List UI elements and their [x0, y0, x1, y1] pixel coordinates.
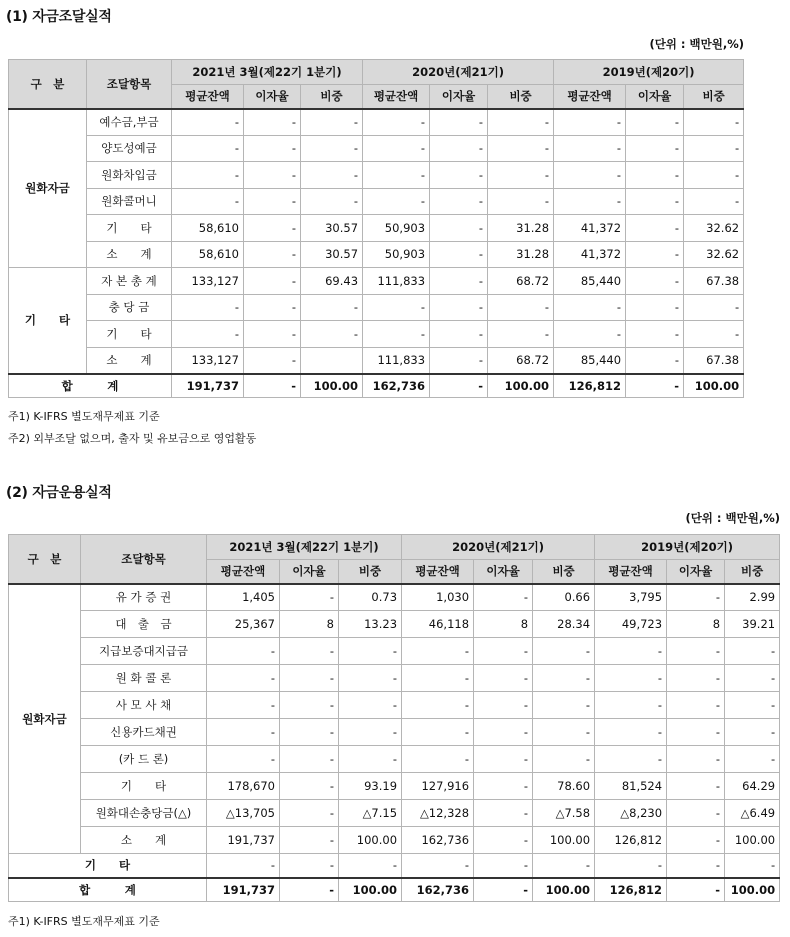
- section2-unit: (단위 : 백만원,%): [685, 511, 780, 525]
- value-cell: -: [595, 692, 667, 719]
- header-period: 2019년(제20기): [595, 535, 780, 560]
- value-cell: 126,812: [595, 827, 667, 854]
- value-cell: 32.62: [684, 241, 744, 268]
- value-cell: △12,328: [402, 800, 474, 827]
- value-cell: -: [244, 294, 301, 321]
- section1-unit: (단위 : 백만원,%): [649, 37, 744, 51]
- value-cell: -: [280, 665, 339, 692]
- value-cell: -: [207, 854, 280, 878]
- row-label: 충 당 금: [87, 294, 172, 321]
- value-cell: -: [172, 294, 244, 321]
- value-cell: 100.00: [533, 878, 595, 902]
- value-cell: 191,737: [172, 374, 244, 398]
- value-cell: -: [474, 773, 533, 800]
- value-cell: -: [172, 109, 244, 136]
- value-cell: -: [595, 719, 667, 746]
- value-cell: -: [430, 321, 488, 348]
- value-cell: 100.00: [301, 374, 363, 398]
- subheader-cell: 평균잔액: [207, 560, 280, 584]
- value-cell: 8: [474, 611, 533, 638]
- value-cell: -: [430, 347, 488, 374]
- value-cell: -: [667, 584, 725, 611]
- table-row: [9, 321, 744, 348]
- value-cell: -: [667, 800, 725, 827]
- subheader-cell: 이자율: [626, 85, 684, 109]
- value-cell: 28.34: [533, 611, 595, 638]
- value-cell: -: [172, 162, 244, 189]
- row-label: 자 본 총 계: [87, 268, 172, 295]
- value-cell: 68.72: [488, 268, 554, 295]
- row-label: 원화대손충당금(△): [81, 800, 207, 827]
- row-label: 소 계: [81, 827, 207, 854]
- value-cell: 41,372: [554, 241, 626, 268]
- table-row: [9, 746, 780, 773]
- other-label: 기 타: [9, 854, 207, 878]
- value-cell: -: [667, 638, 725, 665]
- value-cell: △13,705: [207, 800, 280, 827]
- value-cell: 0.66: [533, 584, 595, 611]
- header-item: 조달항목: [87, 60, 172, 109]
- value-cell: -: [402, 719, 474, 746]
- value-cell: -: [474, 638, 533, 665]
- row-label: 원 화 콜 론: [81, 665, 207, 692]
- subheader-cell: 이자율: [280, 560, 339, 584]
- value-cell: -: [244, 374, 301, 398]
- value-cell: △8,230: [595, 800, 667, 827]
- value-cell: -: [684, 321, 744, 348]
- subheader-cell: 평균잔액: [402, 560, 474, 584]
- value-cell: -: [207, 746, 280, 773]
- value-cell: -: [595, 665, 667, 692]
- value-cell: -: [430, 135, 488, 162]
- value-cell: -: [554, 109, 626, 136]
- value-cell: -: [280, 692, 339, 719]
- value-cell: 191,737: [207, 827, 280, 854]
- value-cell: 100.00: [725, 827, 780, 854]
- total-label: 합 계: [9, 878, 207, 902]
- value-cell: -: [626, 109, 684, 136]
- value-cell: -: [684, 135, 744, 162]
- value-cell: -: [667, 746, 725, 773]
- table-row: [9, 719, 780, 746]
- row-label: 기 타: [81, 773, 207, 800]
- table-row: [9, 347, 744, 374]
- table-row: [9, 800, 780, 827]
- value-cell: -: [474, 719, 533, 746]
- value-cell: -: [363, 294, 430, 321]
- value-cell: 100.00: [684, 374, 744, 398]
- table-row: [9, 294, 744, 321]
- value-cell: -: [280, 827, 339, 854]
- value-cell: -: [280, 719, 339, 746]
- value-cell: -: [244, 321, 301, 348]
- value-cell: -: [725, 692, 780, 719]
- value-cell: -: [626, 188, 684, 215]
- value-cell: -: [244, 162, 301, 189]
- value-cell: -: [667, 827, 725, 854]
- value-cell: [301, 347, 363, 374]
- header-period: 2021년 3월(제22기 1분기): [207, 535, 402, 560]
- value-cell: -: [244, 268, 301, 295]
- value-cell: -: [667, 692, 725, 719]
- value-cell: -: [244, 347, 301, 374]
- value-cell: -: [430, 188, 488, 215]
- table-row: [9, 638, 780, 665]
- value-cell: -: [207, 692, 280, 719]
- value-cell: -: [339, 719, 402, 746]
- value-cell: -: [554, 135, 626, 162]
- value-cell: -: [488, 135, 554, 162]
- value-cell: 1,405: [207, 584, 280, 611]
- value-cell: -: [301, 109, 363, 136]
- value-cell: 126,812: [595, 878, 667, 902]
- value-cell: -: [402, 746, 474, 773]
- value-cell: -: [667, 665, 725, 692]
- subheader-cell: 평균잔액: [172, 85, 244, 109]
- subheader-cell: 평균잔액: [554, 85, 626, 109]
- value-cell: -: [474, 800, 533, 827]
- value-cell: -: [339, 746, 402, 773]
- value-cell: 162,736: [402, 878, 474, 902]
- row-label: 기 타: [87, 321, 172, 348]
- value-cell: -: [244, 188, 301, 215]
- subheader-cell: 이자율: [244, 85, 301, 109]
- value-cell: △7.15: [339, 800, 402, 827]
- table-row: [9, 773, 780, 800]
- value-cell: -: [474, 878, 533, 902]
- value-cell: 58,610: [172, 215, 244, 242]
- table-row: [9, 665, 780, 692]
- total-label: 합 계: [9, 374, 172, 398]
- value-cell: -: [684, 162, 744, 189]
- table-row: [9, 241, 744, 268]
- group-label: 기 타: [9, 268, 87, 374]
- value-cell: -: [280, 746, 339, 773]
- value-cell: -: [684, 188, 744, 215]
- subheader-cell: 비중: [488, 85, 554, 109]
- table-row: [9, 109, 744, 136]
- value-cell: -: [430, 109, 488, 136]
- value-cell: -: [725, 854, 780, 878]
- row-label: 사 모 사 채: [81, 692, 207, 719]
- total-row: [9, 878, 780, 902]
- group-label: 원화자금: [9, 584, 81, 854]
- value-cell: 100.00: [725, 878, 780, 902]
- value-cell: -: [402, 692, 474, 719]
- subheader-cell: 이자율: [430, 85, 488, 109]
- value-cell: -: [626, 294, 684, 321]
- value-cell: -: [339, 854, 402, 878]
- value-cell: -: [363, 162, 430, 189]
- group-label: 원화자금: [9, 109, 87, 268]
- value-cell: 100.00: [533, 827, 595, 854]
- value-cell: -: [626, 374, 684, 398]
- value-cell: 58,610: [172, 241, 244, 268]
- value-cell: 162,736: [363, 374, 430, 398]
- value-cell: -: [280, 773, 339, 800]
- value-cell: -: [626, 215, 684, 242]
- value-cell: -: [533, 692, 595, 719]
- value-cell: -: [533, 638, 595, 665]
- value-cell: 64.29: [725, 773, 780, 800]
- value-cell: -: [280, 584, 339, 611]
- value-cell: -: [172, 188, 244, 215]
- value-cell: -: [474, 746, 533, 773]
- header-period: 2020년(제21기): [402, 535, 595, 560]
- value-cell: -: [301, 321, 363, 348]
- funding-table: [8, 59, 744, 398]
- value-cell: 178,670: [207, 773, 280, 800]
- value-cell: 85,440: [554, 347, 626, 374]
- header-category: 구 분: [9, 535, 81, 584]
- value-cell: 127,916: [402, 773, 474, 800]
- value-cell: 78.60: [533, 773, 595, 800]
- total-row: [9, 374, 744, 398]
- value-cell: -: [667, 878, 725, 902]
- value-cell: -: [533, 719, 595, 746]
- section2-title: (2) 자금운용실적: [6, 485, 112, 501]
- value-cell: 191,737: [207, 878, 280, 902]
- subheader-cell: 평균잔액: [363, 85, 430, 109]
- value-cell: -: [474, 665, 533, 692]
- value-cell: -: [626, 162, 684, 189]
- subheader-cell: 이자율: [667, 560, 725, 584]
- value-cell: 2.99: [725, 584, 780, 611]
- value-cell: 126,812: [554, 374, 626, 398]
- row-label: 신용카드채권: [81, 719, 207, 746]
- value-cell: -: [244, 241, 301, 268]
- value-cell: -: [554, 162, 626, 189]
- section2-note: 주1) K-IFRS 별도재무제표 기준: [8, 915, 160, 928]
- value-cell: -: [402, 854, 474, 878]
- section1-note: 주2) 외부조달 없으며, 출자 및 유보금으로 영업활동: [8, 432, 257, 445]
- value-cell: -: [684, 109, 744, 136]
- value-cell: -: [488, 294, 554, 321]
- value-cell: 8: [280, 611, 339, 638]
- table-row: [9, 135, 744, 162]
- header-period: 2019년(제20기): [554, 60, 744, 85]
- value-cell: -: [363, 188, 430, 215]
- value-cell: -: [339, 692, 402, 719]
- value-cell: -: [474, 584, 533, 611]
- value-cell: -: [301, 294, 363, 321]
- subheader-cell: 비중: [725, 560, 780, 584]
- value-cell: -: [244, 135, 301, 162]
- value-cell: △6.49: [725, 800, 780, 827]
- value-cell: -: [533, 746, 595, 773]
- value-cell: -: [626, 268, 684, 295]
- value-cell: -: [725, 719, 780, 746]
- value-cell: -: [725, 746, 780, 773]
- value-cell: 39.21: [725, 611, 780, 638]
- row-label: 소 계: [87, 241, 172, 268]
- value-cell: 68.72: [488, 347, 554, 374]
- value-cell: -: [244, 215, 301, 242]
- value-cell: -: [301, 135, 363, 162]
- value-cell: -: [488, 162, 554, 189]
- table-row: [9, 692, 780, 719]
- value-cell: -: [280, 878, 339, 902]
- value-cell: △7.58: [533, 800, 595, 827]
- value-cell: -: [207, 665, 280, 692]
- row-label: 지급보증대지급금: [81, 638, 207, 665]
- value-cell: 133,127: [172, 268, 244, 295]
- value-cell: -: [301, 162, 363, 189]
- value-cell: 81,524: [595, 773, 667, 800]
- subheader-cell: 평균잔액: [595, 560, 667, 584]
- subheader-cell: 비중: [301, 85, 363, 109]
- value-cell: -: [172, 321, 244, 348]
- value-cell: -: [725, 638, 780, 665]
- value-cell: -: [339, 665, 402, 692]
- table-row: [9, 611, 780, 638]
- value-cell: 85,440: [554, 268, 626, 295]
- value-cell: -: [488, 109, 554, 136]
- value-cell: -: [207, 638, 280, 665]
- value-cell: -: [474, 692, 533, 719]
- value-cell: 32.62: [684, 215, 744, 242]
- value-cell: -: [430, 268, 488, 295]
- value-cell: 3,795: [595, 584, 667, 611]
- value-cell: 111,833: [363, 268, 430, 295]
- row-label: 대 출 금: [81, 611, 207, 638]
- row-label: (카 드 론): [81, 746, 207, 773]
- value-cell: 25,367: [207, 611, 280, 638]
- header-item: 조달항목: [81, 535, 207, 584]
- value-cell: -: [488, 321, 554, 348]
- value-cell: -: [554, 188, 626, 215]
- table-row: [9, 268, 744, 295]
- header-period: 2021년 3월(제22기 1분기): [172, 60, 363, 85]
- value-cell: 13.23: [339, 611, 402, 638]
- value-cell: 30.57: [301, 241, 363, 268]
- operation-table: [8, 534, 780, 902]
- value-cell: -: [430, 241, 488, 268]
- value-cell: -: [533, 665, 595, 692]
- value-cell: 31.28: [488, 241, 554, 268]
- table-row: [9, 584, 780, 611]
- value-cell: -: [207, 719, 280, 746]
- value-cell: 93.19: [339, 773, 402, 800]
- header-category: 구 분: [9, 60, 87, 109]
- value-cell: -: [725, 665, 780, 692]
- subheader-cell: 이자율: [474, 560, 533, 584]
- row-label: 유 가 증 권: [81, 584, 207, 611]
- value-cell: -: [363, 109, 430, 136]
- value-cell: -: [402, 638, 474, 665]
- value-cell: -: [554, 321, 626, 348]
- value-cell: -: [280, 800, 339, 827]
- value-cell: -: [533, 854, 595, 878]
- header-period: 2020년(제21기): [363, 60, 554, 85]
- value-cell: -: [684, 294, 744, 321]
- value-cell: -: [474, 827, 533, 854]
- value-cell: 0.73: [339, 584, 402, 611]
- table-row: [9, 827, 780, 854]
- value-cell: -: [595, 746, 667, 773]
- value-cell: -: [626, 347, 684, 374]
- value-cell: -: [430, 294, 488, 321]
- value-cell: 1,030: [402, 584, 474, 611]
- value-cell: 69.43: [301, 268, 363, 295]
- subheader-cell: 비중: [339, 560, 402, 584]
- value-cell: -: [430, 374, 488, 398]
- value-cell: -: [402, 665, 474, 692]
- value-cell: -: [172, 135, 244, 162]
- value-cell: -: [430, 162, 488, 189]
- subheader-cell: 비중: [533, 560, 595, 584]
- table-row: [9, 854, 780, 878]
- value-cell: -: [626, 321, 684, 348]
- value-cell: -: [244, 109, 301, 136]
- value-cell: 49,723: [595, 611, 667, 638]
- value-cell: -: [280, 854, 339, 878]
- value-cell: -: [667, 719, 725, 746]
- value-cell: 46,118: [402, 611, 474, 638]
- value-cell: -: [554, 294, 626, 321]
- value-cell: 67.38: [684, 347, 744, 374]
- value-cell: -: [363, 135, 430, 162]
- value-cell: -: [595, 854, 667, 878]
- subheader-cell: 비중: [684, 85, 744, 109]
- row-label: 원화차입금: [87, 162, 172, 189]
- value-cell: 30.57: [301, 215, 363, 242]
- value-cell: 8: [667, 611, 725, 638]
- row-label: 원화콜머니: [87, 188, 172, 215]
- row-label: 예수금,부금: [87, 109, 172, 136]
- value-cell: -: [667, 854, 725, 878]
- value-cell: -: [667, 773, 725, 800]
- value-cell: -: [339, 638, 402, 665]
- value-cell: 100.00: [488, 374, 554, 398]
- value-cell: 31.28: [488, 215, 554, 242]
- value-cell: 67.38: [684, 268, 744, 295]
- value-cell: -: [430, 215, 488, 242]
- value-cell: 50,903: [363, 215, 430, 242]
- section1-note: 주1) K-IFRS 별도재무제표 기준: [8, 410, 160, 423]
- table-row: [9, 162, 744, 189]
- value-cell: 41,372: [554, 215, 626, 242]
- row-label: 소 계: [87, 347, 172, 374]
- value-cell: -: [474, 854, 533, 878]
- value-cell: 162,736: [402, 827, 474, 854]
- value-cell: -: [363, 321, 430, 348]
- value-cell: -: [280, 638, 339, 665]
- table-row: [9, 215, 744, 242]
- section1-title: (1) 자금조달실적: [6, 9, 112, 25]
- value-cell: -: [488, 188, 554, 215]
- value-cell: -: [301, 188, 363, 215]
- value-cell: 100.00: [339, 878, 402, 902]
- value-cell: -: [626, 241, 684, 268]
- row-label: 양도성예금: [87, 135, 172, 162]
- value-cell: 133,127: [172, 347, 244, 374]
- value-cell: -: [595, 638, 667, 665]
- value-cell: 111,833: [363, 347, 430, 374]
- value-cell: 50,903: [363, 241, 430, 268]
- table-row: [9, 188, 744, 215]
- value-cell: -: [626, 135, 684, 162]
- value-cell: 100.00: [339, 827, 402, 854]
- row-label: 기 타: [87, 215, 172, 242]
